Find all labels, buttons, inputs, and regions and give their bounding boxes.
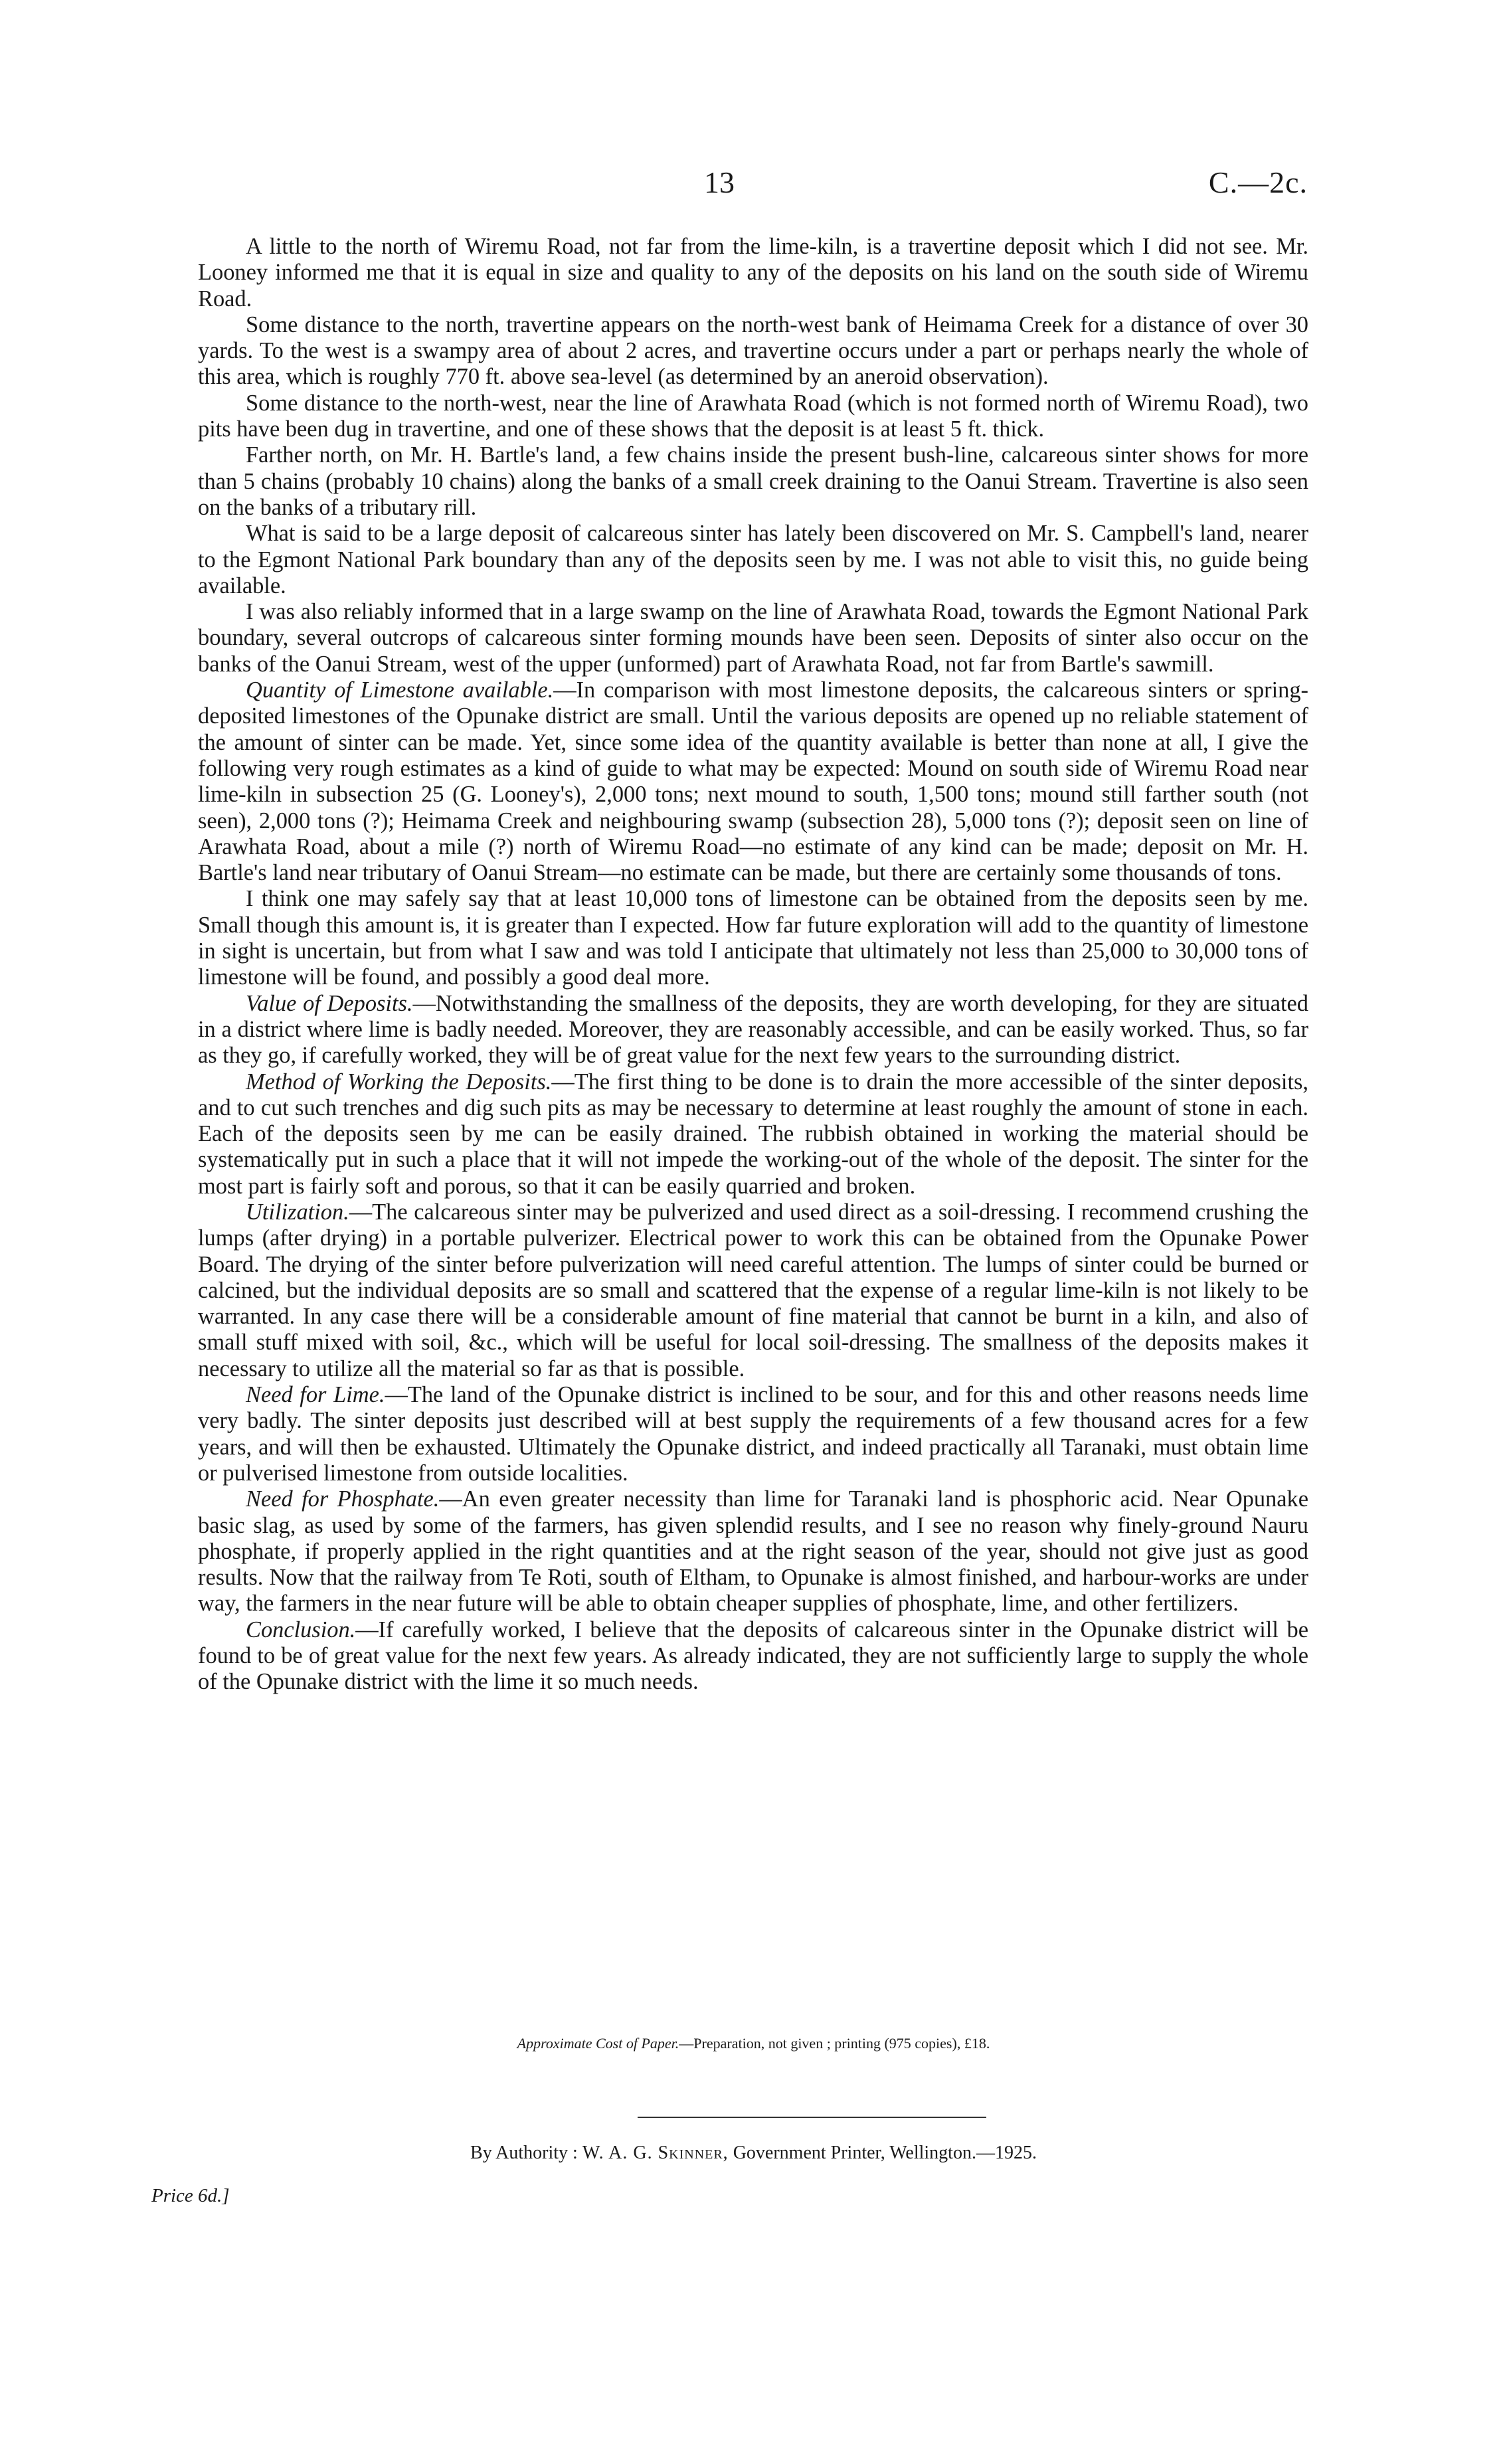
- paragraph-text: —The land of the Opunake district is inclined to be sour, and for this and other reasons needs lime very badly. The sinter deposits just described will at best supply the requirements of a few thousand acres for a few years, and will then be exhausted. Ultimately the Opunake district, and indeed practically all Taranaki, must obtain lime or pulverised limestone from outside localities.: [198, 1382, 1308, 1486]
- paragraph-value: [198, 991, 1308, 1069]
- authority-line: [0, 2143, 1507, 2164]
- paragraph-lead: Value of Deposits.: [246, 990, 413, 1016]
- paragraph: [198, 312, 1308, 391]
- divider-rule: [638, 2117, 986, 2118]
- paragraph-lead: Utilization.: [246, 1199, 349, 1225]
- paragraph-lead: Quantity of Limestone available.: [246, 677, 554, 703]
- paragraph: [198, 234, 1308, 312]
- price-note: Price 6d.]: [151, 2185, 230, 2206]
- paragraph-text: —The calcareous sinter may be pulverized and used direct as a soil-dressing. I recommend crushing the lumps (after drying) in a portable pulverizer. Electrical power to work this can be obtained from the Opunake Power Board. The drying of the sinter before pulverization will need careful attention. The lumps of sinter could be burned or calcined, but the individual deposits are so small and scattered that the expense of a regular lime-kiln is not likely to be warranted. In any case there will be a considerable amount of fine material that cannot be burnt in a kiln, and also of small stuff mixed with soil, &c., which will be useful for local soil-dressing. The smallness of the deposits makes it necessary to utilize all the material so far as that is possible.: [198, 1199, 1308, 1381]
- paragraph-quantity: [198, 677, 1308, 886]
- paragraph-text: —The first thing to be done is to drain the more accessible of the sinter deposits, and to cut such trenches and dig such pits as may be necessary to determine at least roughly the amount of stone in each. Each of the deposits seen by me can be easily drained. The rubbish obtained in working the material should be systematically put in such a place that it will not impede the working-out of the whole of the deposit. The sinter for the most part is fairly soft and porous, so that it can be easily quarried and broken.: [198, 1069, 1308, 1199]
- cost-of-paper-note: [0, 2035, 1507, 2052]
- paragraph-need-phosphate: [198, 1486, 1308, 1617]
- paragraph-text: —In comparison with most limestone deposits, the calcareous sinters or spring-deposited limestones of the Opunake district are small. Until the various deposits are opened up no reliable statement of the amount of sinter can be made. Yet, since some idea of the quantity available is better than none at all, I give the following very rough estimates as a kind of guide to what may be expected: Mound on south side of Wiremu Road near lime-kiln in subsection 25 (G. Looney's), 2,000 tons; next mound to south, 1,500 tons; mound still farther south (not seen), 2,000 tons (?); Heimama Creek and neighbouring swamp (subsection 28), 5,000 tons (?); deposit seen on line of Arawhata Road, about a mile (?) north of Wiremu Road—no estimate of any kind can be made; deposit on Mr. H. Bartle's land near tributary of Oanui Stream—no estimate can be made, but there are certainly some thousands of tons.: [198, 677, 1308, 886]
- paragraph-text: I think one may safely say that at least 10,000 tons of limestone can be obtained from the deposits seen by me. Small though this amount is, it is greater than I expected. How far future exploration will add to the quantity of limestone in sight is uncertain, but from what I saw and was told I anticipate that ultimately not less than 25,000 to 30,000 tons of limestone will be found, and possibly a good deal more.: [198, 886, 1308, 990]
- report-code: C.—2c.: [1208, 165, 1308, 199]
- paragraph-text: I was also reliably informed that in a large swamp on the line of Arawhata Road, towards the Egmont National Park boundary, several outcrops of calcareous sinter forming mounds have been seen. Deposits of sinter also occur on the banks of the Oanui Stream, west of the upper (unformed) part of Arawhata Road, not far from Bartle's sawmill.: [198, 599, 1308, 677]
- paragraph-text: —An even greater necessity than lime for Taranaki land is phosphoric acid. Near Opunake basic slag, as used by some of the farmers, has given splendid results, and I see no reason why finely-ground Nauru phosphate, if properly applied in the right quantities and at the right season of the year, should not give just as good results. Now that the railway from Te Roti, south of Eltham, to Opunake is almost finished, and harbour-works are under way, the farmers in the near future will be able to obtain cheaper supplies of phosphate, lime, and other fertilizers.: [198, 1486, 1308, 1617]
- paragraph-lead: Method of Working the Deposits.: [246, 1069, 552, 1095]
- paragraph-text: —If carefully worked, I believe that the deposits of calcareous sinter in the Opunake district will be found to be of great value for the next few years. As already indicated, they are not sufficiently large to supply the whole of the Opunake district with the lime it so much needs.: [198, 1617, 1308, 1695]
- paragraph-text: Some distance to the north-west, near the line of Arawhata Road (which is not formed north of Wiremu Road), two pits have been dug in travertine, and one of these shows that the deposit is at least 5 ft. thick.: [198, 390, 1308, 442]
- cost-note-label: Approximate Cost of Paper.: [517, 2035, 679, 2052]
- paragraph-utilization: [198, 1199, 1308, 1382]
- paragraph: [198, 886, 1308, 990]
- paragraph-text: What is said to be a large deposit of calcareous sinter has lately been discovered on Mr. S. Campbell's land, nearer to the Egmont National Park boundary than any of the deposits seen by me. I was not able to visit this, no guide being available.: [198, 521, 1308, 598]
- printer-name: W. A. G. Skinner,: [582, 2143, 729, 2163]
- paragraph-lead: Need for Phosphate.: [246, 1486, 440, 1512]
- page-header: [0, 165, 1507, 211]
- body-text: [198, 234, 1308, 1696]
- paragraph-conclusion: [198, 1617, 1308, 1696]
- paragraph-lead: Conclusion.: [246, 1617, 356, 1642]
- paragraph: [198, 391, 1308, 443]
- paragraph-method: [198, 1069, 1308, 1199]
- cost-note-text: —Preparation, not given ; printing (975 copies), £18.: [679, 2035, 990, 2052]
- paragraph-need-lime: [198, 1382, 1308, 1486]
- paragraph-text: A little to the north of Wiremu Road, not far from the lime-kiln, is a travertine deposit which I did not see. Mr. Looney informed me that it is equal in size and quality to any of the deposits on his land on the south side of Wiremu Road.: [198, 234, 1308, 311]
- paragraph-text: Some distance to the north, travertine appears on the north-west bank of Heimama Creek for a distance of over 30 yards. To the west is a swampy area of about 2 acres, and travertine occurs under a part or perhaps nearly the whole of this area, which is roughly 770 ft. above sea-level (as determined by an aneroid observation).: [198, 311, 1308, 390]
- paragraph-text: —Notwithstanding the smallness of the deposits, they are worth developing, for they are situated in a district where lime is badly needed. Moreover, they are reasonably accessible, and can be easily worked. Thus, so far as they go, if carefully worked, they will be of great value for the next few years to the surrounding district.: [198, 990, 1308, 1069]
- authority-suffix: Government Printer, Wellington.—1925.: [733, 2143, 1037, 2163]
- page-number: 13: [704, 165, 735, 199]
- authority-prefix: By Authority :: [470, 2143, 578, 2163]
- paragraph-text: Farther north, on Mr. H. Bartle's land, a few chains inside the present bush-line, calcareous sinter shows for more than 5 chains (probably 10 chains) along the banks of a small creek draining to the Oanui Stream. Travertine is also seen on the banks of a tributary rill.: [198, 442, 1308, 520]
- paragraph: [198, 599, 1308, 677]
- paragraph: [198, 442, 1308, 521]
- paragraph-lead: Need for Lime.: [246, 1382, 385, 1408]
- paragraph: [198, 521, 1308, 599]
